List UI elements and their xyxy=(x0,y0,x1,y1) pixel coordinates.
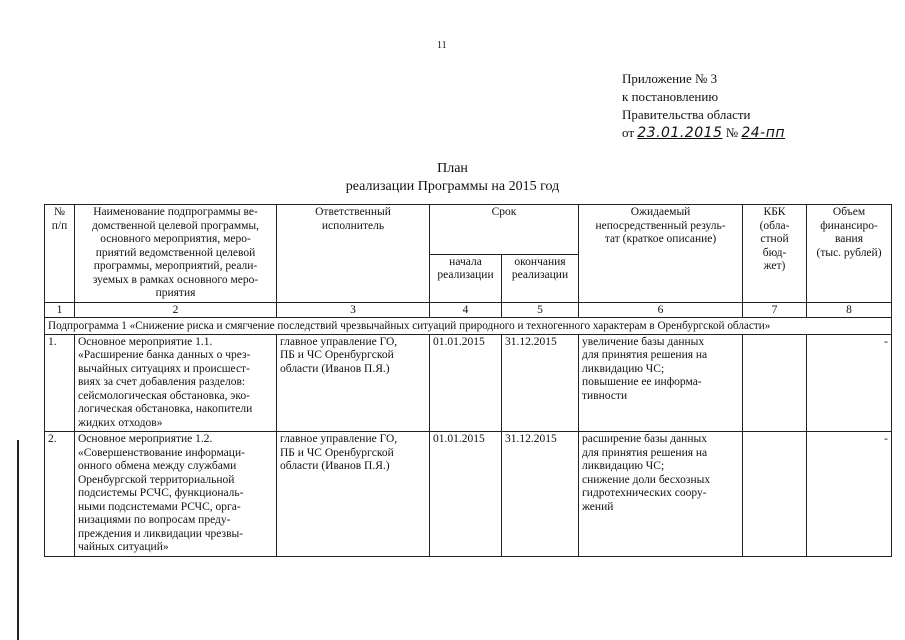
scan-margin-line xyxy=(17,440,19,640)
plan-table xyxy=(44,204,892,557)
date-prefix: от xyxy=(622,125,635,140)
row-start: 01.01.2015 xyxy=(430,334,502,432)
column-number: 7 xyxy=(743,302,807,317)
header-term: Срок xyxy=(430,205,579,255)
document-title xyxy=(0,160,905,196)
header-row-1 xyxy=(45,205,892,255)
handwritten-number: 24-пп xyxy=(741,125,786,141)
column-number: 3 xyxy=(277,302,430,317)
row-end: 31.12.2015 xyxy=(502,334,579,432)
row-funding: - xyxy=(807,432,892,557)
header-end: окончания реализации xyxy=(502,254,579,302)
number-prefix: № xyxy=(725,125,739,140)
column-number: 8 xyxy=(807,302,892,317)
row-end: 31.12.2015 xyxy=(502,432,579,557)
row-result: расширение базы данных для принятия решения на ликвидацию ЧС; снижение доли бесхозных гидротехнических соору- жений xyxy=(579,432,743,557)
header-num: № п/п xyxy=(45,205,75,303)
handwritten-date: 23.01.2015 xyxy=(637,125,723,141)
column-number: 2 xyxy=(75,302,277,317)
column-number: 1 xyxy=(45,302,75,317)
row-kbk xyxy=(743,432,807,557)
table-row xyxy=(45,432,892,557)
appendix-line-1: Приложение № 3 xyxy=(622,71,718,86)
subprogram-title: Подпрограмма 1 «Снижение риска и смягчение последствий чрезвычайных ситуаций природного и техногенного характерам в Оренбургской области» xyxy=(45,317,892,334)
header-funding: Объем финансиро- вания (тыс. рублей) xyxy=(807,205,892,303)
row-result: увеличение базы данных для принятия решения на ликвидацию ЧС; повышение ее информа- тивности xyxy=(579,334,743,432)
column-number: 5 xyxy=(502,302,579,317)
header-kbk: КБК (обла- стной бюд- жет) xyxy=(743,205,807,303)
header-result: Ожидаемый непосредственный резуль- тат (краткое описание) xyxy=(579,205,743,303)
header-executor: Ответственный исполнитель xyxy=(277,205,430,303)
row-start: 01.01.2015 xyxy=(430,432,502,557)
appendix-line-2: к постановлению xyxy=(622,89,719,104)
table-row xyxy=(45,334,892,432)
title-line-2: реализации Программы на 2015 год xyxy=(345,179,560,194)
appendix-date-line xyxy=(622,124,785,142)
title-line-1: План xyxy=(437,161,468,176)
column-numbers-row xyxy=(45,302,892,317)
row-kbk xyxy=(743,334,807,432)
row-funding: - xyxy=(807,334,892,432)
row-executor: главное управление ГО, ПБ и ЧС Оренбургской области (Иванов П.Я.) xyxy=(277,334,430,432)
row-num: 1. xyxy=(45,334,75,432)
appendix-block xyxy=(622,70,785,142)
row-executor: главное управление ГО, ПБ и ЧС Оренбургской области (Иванов П.Я.) xyxy=(277,432,430,557)
column-number: 4 xyxy=(430,302,502,317)
row-name: Основное мероприятие 1.2. «Совершенствование информаци- онного обмена между службами Оренбургской территориальной подсистемы РСЧС, функциональ- ными подсистемами РСЧС, орга- низациями по вопросам преду- преждения и ликвидации чрезвы- чайных ситуаций» xyxy=(75,432,277,557)
row-name: Основное мероприятие 1.1. «Расширение банка данных о чрез- вычайных ситуациях и происшест- виях за счет добавления разделов: сейсмологическая обстановка, эко- логическая обстановка, накопители жидких отходов» xyxy=(75,334,277,432)
page-number: 11 xyxy=(437,40,447,51)
column-number: 6 xyxy=(579,302,743,317)
row-num: 2. xyxy=(45,432,75,557)
appendix-line-3: Правительства области xyxy=(622,107,751,122)
header-name: Наименование подпрограммы ве- домственной целевой программы, основного мероприятия, меро- приятий ведомственной целевой программы, мероприятий, реали- зуемых в рамках основного меро- приятия xyxy=(75,205,277,303)
subprogram-row xyxy=(45,317,892,334)
header-start: начала реализации xyxy=(430,254,502,302)
